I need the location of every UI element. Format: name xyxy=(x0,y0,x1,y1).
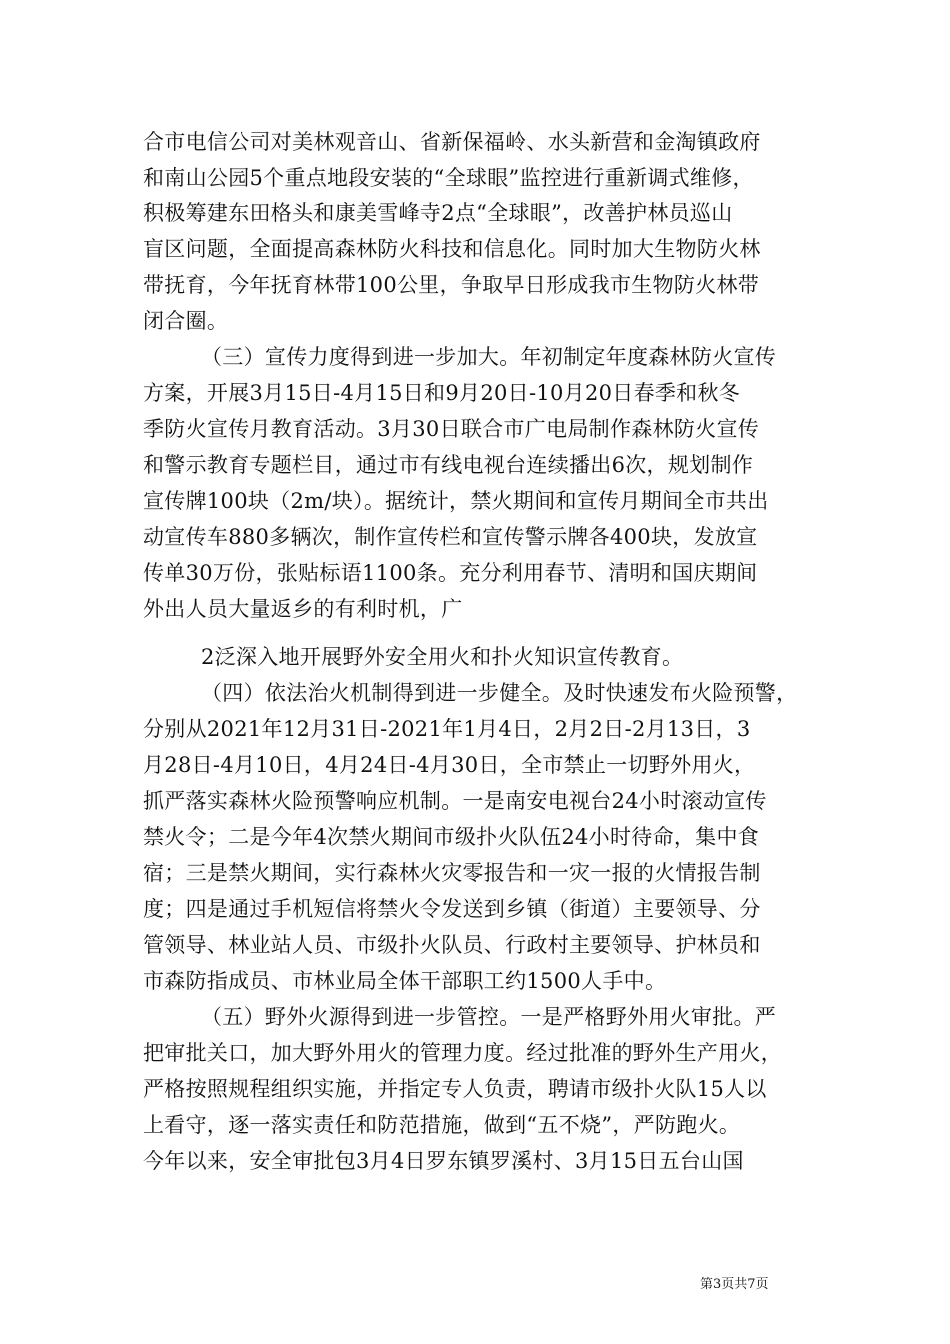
text-line: 动宣传车880多辆次，制作宣传栏和宣传警示牌各400块，发放宣 xyxy=(143,525,758,549)
text-line: 禁火令；二是今年4次禁火期间市级扑火队伍24小时待命，集中食 xyxy=(143,825,760,849)
text-line: 带抚育，今年抚育林带100公里，争取早日形成我市生物防火林带 xyxy=(143,273,760,297)
text-line: 宿；三是禁火期间，实行森林火灾零报告和一灾一报的火情报告制 xyxy=(143,861,761,885)
text-line: 外出人员大量返乡的有利时机，广 xyxy=(143,597,463,621)
text-line: 度；四是通过手机短信将禁火令发送到乡镇（街道）主要领导、分 xyxy=(143,897,761,921)
paragraph-heading-4: （四）依法治火机制得到进一步健全。及时快速发布火险预警， xyxy=(201,681,798,705)
text-line: 季防火宣传月教育活动。3月30日联合市广电局制作森林防火宣传 xyxy=(143,417,760,441)
paragraph-heading-5: （五）野外火源得到进一步管控。一是严格野外用火审批。严 xyxy=(201,1005,777,1029)
page-number: 第3页共7页 xyxy=(700,1277,769,1292)
text-line: 积极筹建东田格头和康美雪峰寺2点“全球眼”，改善护林员巡山 xyxy=(143,201,733,225)
text-line: 和警示教育专题栏目，通过市有线电视台连续播出6次，规划制作 xyxy=(143,453,754,477)
text-line: 合市电信公司对美林观音山、省新保福岭、水头新营和金淘镇政府 xyxy=(143,130,761,154)
text-line: 方案，开展3月15日-4月15日和9月20日-10月20日春季和秋冬 xyxy=(143,381,741,405)
text-line: 今年以来，安全审批包3月4日罗东镇罗溪村、3月15日五台山国 xyxy=(143,1149,744,1173)
text-line: 管领导、林业站人员、市级扑火队员、行政村主要领导、护林员和 xyxy=(143,933,761,957)
text-line: 把审批关口，加大野外用火的管理力度。经过批准的野外生产用火， xyxy=(143,1041,782,1065)
text-line: 抓严落实森林火险预警响应机制。一是南安电视台24小时滚动宣传 xyxy=(143,789,767,813)
text-line: 严格按照规程组织实施，并指定专人负责，聘请市级扑火队15人以 xyxy=(143,1077,767,1101)
text-line: 传单30万份，张贴标语1100条。充分利用春节、清明和国庆期间 xyxy=(143,561,758,585)
text-line: 上看守，逐一落实责任和防范措施，做到“五不烧”，严防跑火。 xyxy=(143,1113,741,1137)
text-line: 和南山公园5个重点地段安装的“全球眼”监控进行重新调式维修， xyxy=(143,166,754,190)
text-line: 分别从2021年12月31日-2021年1月4日，2月2日-2月13日，3 xyxy=(143,717,751,741)
text-line: 月28日-4月10日，4月24日-4月30日，全市禁止一切野外用火， xyxy=(143,753,756,777)
text-line: 闭合圈。 xyxy=(143,309,229,333)
paragraph-heading-3: （三）宣传力度得到进一步加大。年初制定年度森林防火宣传 xyxy=(201,345,777,369)
text-line: 宣传牌100块（2m/块）。据统计，禁火期间和宣传月期间全市共出 xyxy=(143,489,769,513)
text-line: 盲区问题，全面提高森林防火科技和信息化。同时加大生物防火林 xyxy=(143,237,761,261)
text-line: 市森防指成员、市林业局全体干部职工约1500人手中。 xyxy=(143,969,667,993)
text-line: 2泛深入地开展野外安全用火和扑火知识宣传教育。 xyxy=(201,645,684,669)
